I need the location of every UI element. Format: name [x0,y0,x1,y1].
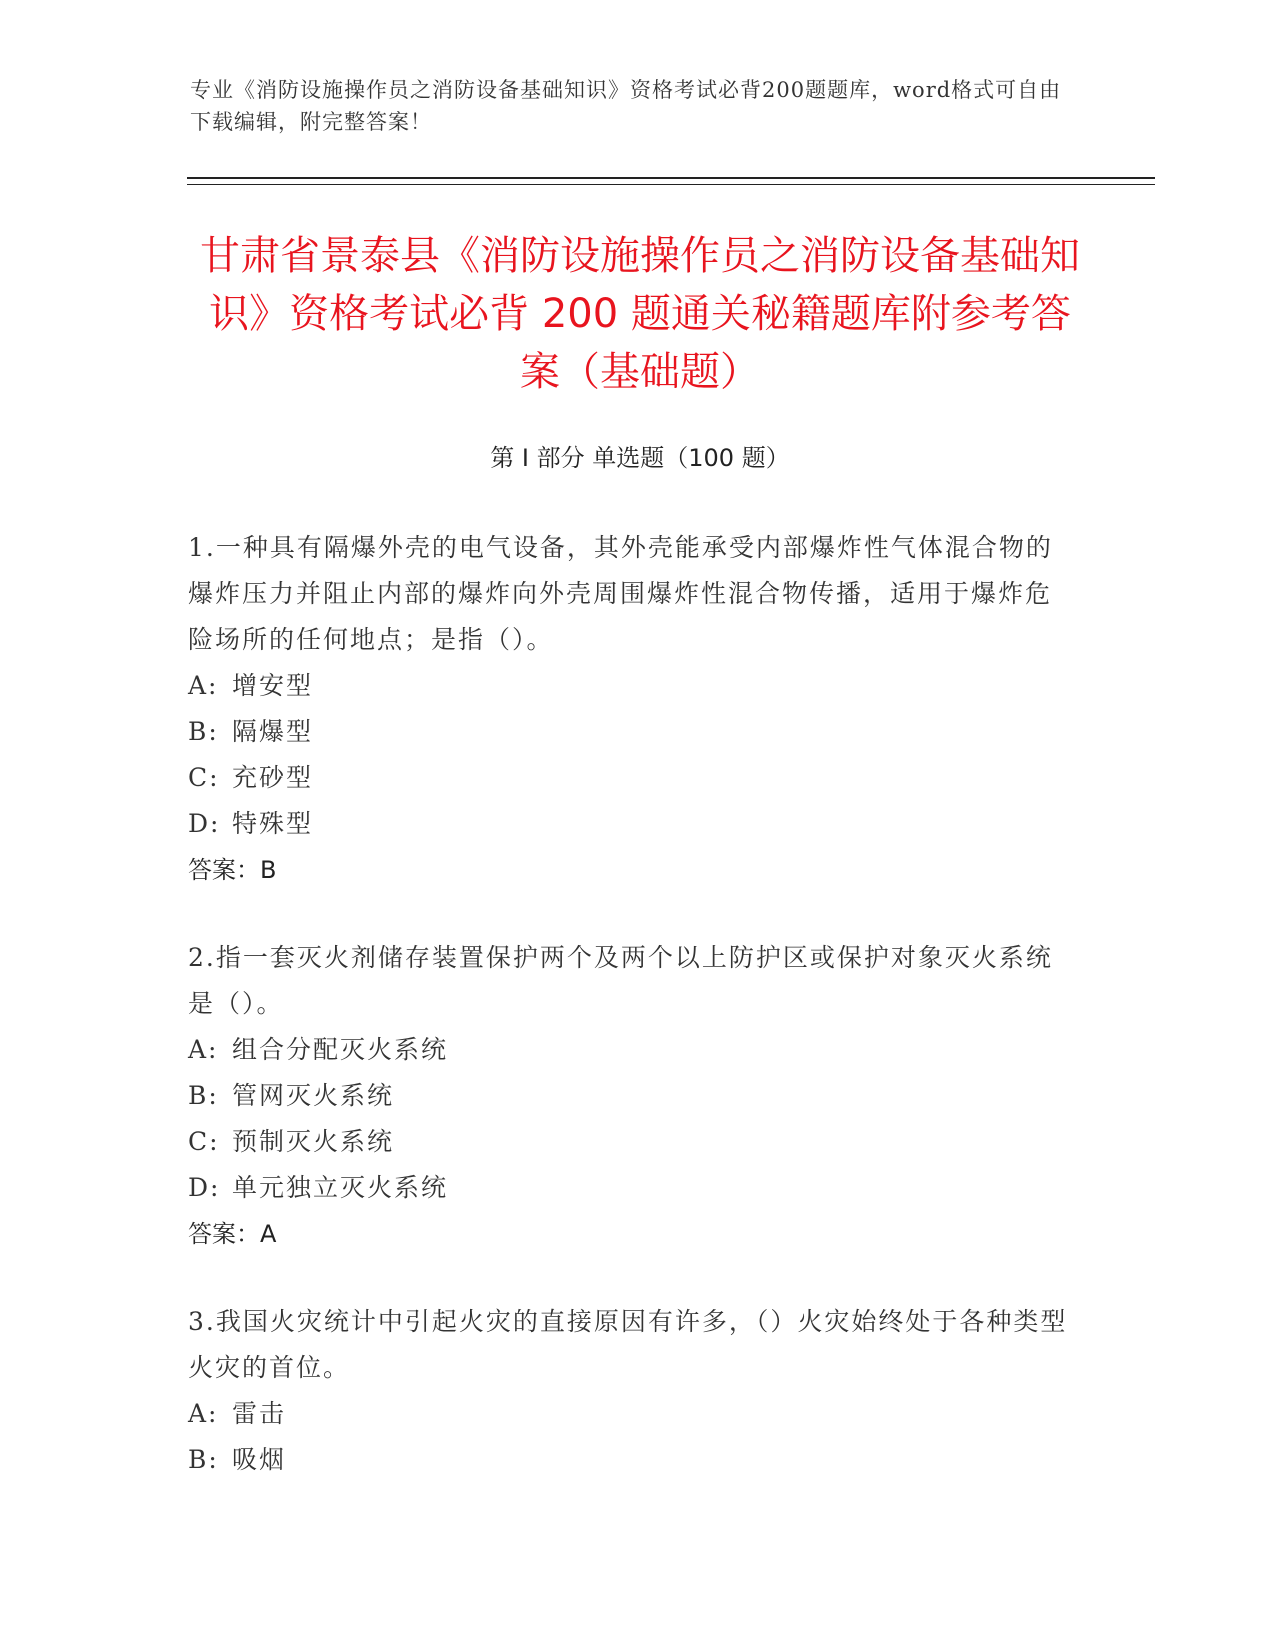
option-label: C: [188,1127,220,1156]
option-c [188,755,1068,801]
option-text: 组合分配灭火系统 [232,1035,449,1064]
question-stem: 3.我国火灾统计中引起火灾的直接原因有许多，（）火灾始终处于各种类型火灾的首位。 [188,1307,1068,1382]
option-b [188,709,1068,755]
option-text: 吸烟 [232,1445,287,1474]
option-text: 特殊型 [232,809,314,838]
question-stem: 1.一种具有隔爆外壳的电气设备，其外壳能承受内部爆炸性气体混合物的爆炸压力并阻止内部的爆炸向外壳周围爆炸性混合物传播，适用于爆炸危险场所的任何地点；是指（）。 [188,533,1053,654]
header-rule-thin [187,184,1155,185]
option-text: 增安型 [232,671,314,700]
option-b [188,1437,1068,1483]
header-rule-thick [187,177,1155,179]
section-heading: 第 I 部分 单选题（100 题） [490,444,790,472]
option-label: A: [188,1035,219,1064]
option-a [188,663,1068,709]
document-title: 甘肃省景泰县《消防设施操作员之消防设备基础知识》资格考试必背 200 题通关秘籍题库附参考答案（基础题） [200,233,1080,395]
option-label: B: [188,717,219,746]
question-1 [188,525,1068,893]
answer-line: 答案：B [188,856,277,884]
option-label: C: [188,763,220,792]
option-a [188,1027,1068,1073]
option-label: B: [188,1445,219,1474]
option-text: 管网灭火系统 [232,1081,395,1110]
option-text: 雷击 [232,1399,287,1428]
option-d [188,801,1068,847]
option-c [188,1119,1068,1165]
option-text: 隔爆型 [232,717,314,746]
option-b [188,1073,1068,1119]
option-label: A: [188,671,219,700]
question-2 [188,935,1068,1257]
header-note: 专业《消防设施操作员之消防设备基础知识》资格考试必背200题题库，word格式可自由下载编辑，附完整答案！ [190,78,1062,134]
option-text: 充砂型 [232,763,314,792]
answer-line: 答案：A [188,1220,277,1248]
question-stem: 2.指一套灭火剂储存装置保护两个及两个以上防护区或保护对象灭火系统是（）。 [188,943,1053,1018]
option-text: 预制灭火系统 [232,1127,395,1156]
question-list [188,525,1068,1525]
option-a [188,1391,1068,1437]
option-label: A: [188,1399,219,1428]
question-3 [188,1299,1068,1483]
option-text: 单元独立灭火系统 [232,1173,449,1202]
option-label: D: [188,1173,221,1202]
option-label: B: [188,1081,219,1110]
option-label: D: [188,809,221,838]
option-d [188,1165,1068,1211]
